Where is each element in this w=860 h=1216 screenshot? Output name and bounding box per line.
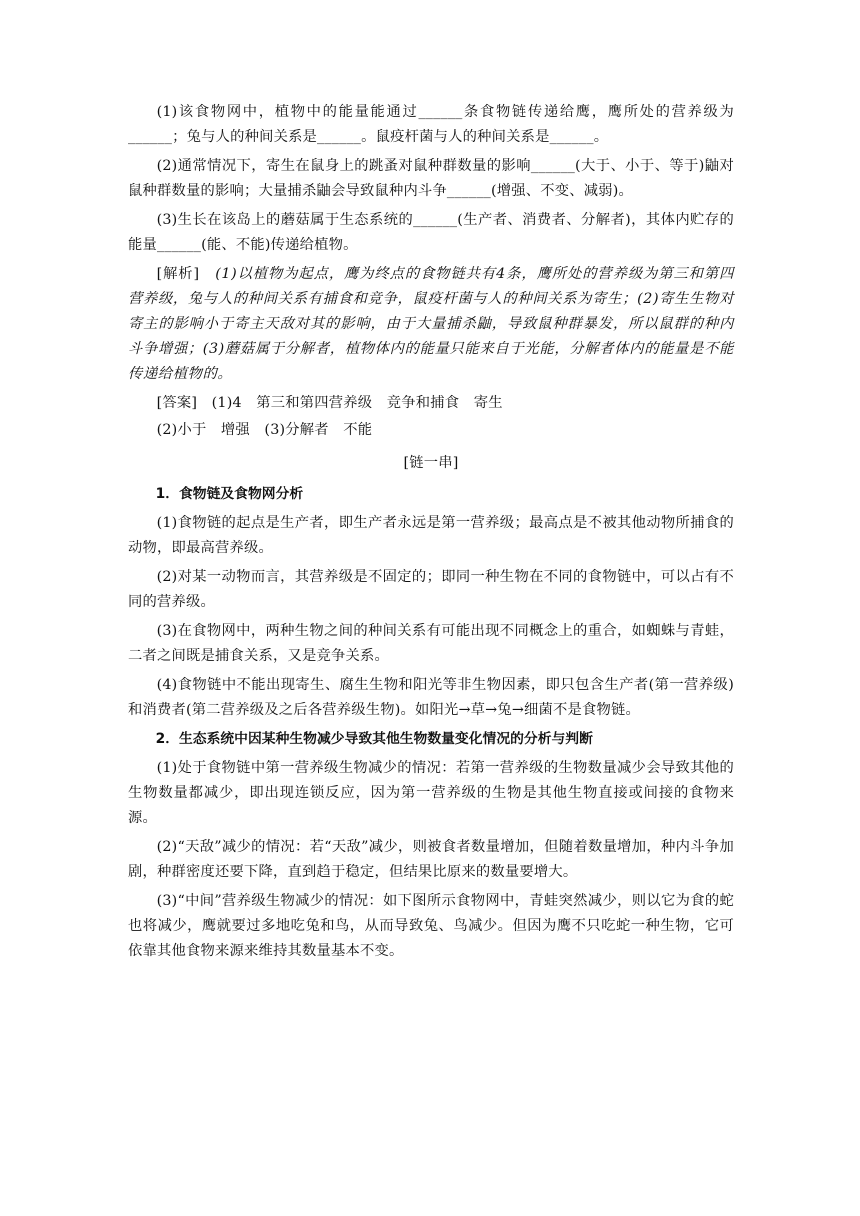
- analysis-text: (1)以植物为起点，鹰为终点的食物链共有4条，鹰所处的营养级为第三和第四营养级，兔与人的种间关系有捕食和竞争，鼠疫杆菌与人的种间关系为寄生；(2)寄生生物对寄主的影响小于寄主天敌对其的影响，由于大量捕杀鼬，导致鼠种群暴发，所以鼠群的种内斗争增强；(3)蘑菇属于分解者，植物体内的能量只能来自于光能，分解者体内的能量是不能传递给植物的。: [128, 266, 734, 382]
- section1-item: (2)对某一动物而言，其营养级是不固定的；即同一种生物在不同的食物链中，可以占有不同的营养级。: [128, 569, 734, 610]
- question-1: (1)该食物网中，植物中的能量能通过______条食物链传递给鹰，鹰所处的营养级为______；兔与人的种间关系是______。鼠疫杆菌与人的种间关系是______。: [128, 104, 734, 145]
- answer-line-1: [128, 391, 734, 416]
- document-page: [128, 100, 734, 968]
- question-3: (3)生长在该岛上的蘑菇属于生态系统的______(生产者、消费者、分解者)，其体内贮存的能量______(能、不能)传递给植物。: [128, 212, 734, 253]
- answer-text-1: (1)4 第三和第四营养级 竞争和捕食 寄生: [197, 395, 503, 411]
- section1-item: (1)食物链的起点是生产者，即生产者永远是第一营养级；最高点是不被其他动物所捕食的动物，即最高营养级。: [128, 515, 734, 556]
- section1-heading: 1．食物链及食物网分析: [155, 486, 304, 502]
- question-2: (2)通常情况下，寄生在鼠身上的跳蚤对鼠种群数量的影响______(大于、小于、等于)鼬对鼠种群数量的影响；大量捕杀鼬会导致鼠种内斗争______(增强、不变、减弱)。: [128, 158, 734, 199]
- answer-tag: [答案]: [156, 395, 198, 411]
- section2-item: (1)处于食物链中第一营养级生物减少的情况：若第一营养级的生物数量减少会导致其他的生物数量都减少，即出现连锁反应，因为第一营养级的生物是其他生物直接或间接的食物来源。: [128, 760, 734, 826]
- section2-item: (3)“中间”营养级生物减少的情况：如下图所示食物网中，青蛙突然减少，则以它为食的蛇也将减少，鹰就要过多地吃兔和鸟，从而导致兔、鸟减少。但因为鹰不只吃蛇一种生物，它可依靠其他食物来源来维持其数量基本不变。: [128, 893, 734, 959]
- answer-line-2: (2)小于 增强 (3)分解者 不能: [156, 422, 373, 438]
- section-title: [链一串]: [403, 455, 459, 471]
- section1-item: (4)食物链中不能出现寄生、腐生生物和阳光等非生物因素，即只包含生产者(第一营养级)和消费者(第二营养级及之后各营养级生物)。如阳光→草→兔→细菌不是食物链。: [128, 677, 734, 718]
- section2-heading: 2．生态系统中因某种生物减少导致其他生物数量变化情况的分析与判断: [155, 731, 593, 747]
- section1-item: (3)在食物网中，两种生物之间的种间关系有可能出现不同概念上的重合，如蜘蛛与青蛙，二者之间既是捕食关系，又是竞争关系。: [128, 623, 734, 664]
- analysis-tag: [解析]: [156, 266, 200, 282]
- analysis-paragraph: [128, 262, 734, 387]
- section2-item: (2)“天敌”减少的情况：若“天敌”减少，则被食者数量增加，但随着数量增加，种内斗争加剧，种群密度还要下降，直到趋于稳定，但结果比原来的数量要增大。: [128, 839, 734, 880]
